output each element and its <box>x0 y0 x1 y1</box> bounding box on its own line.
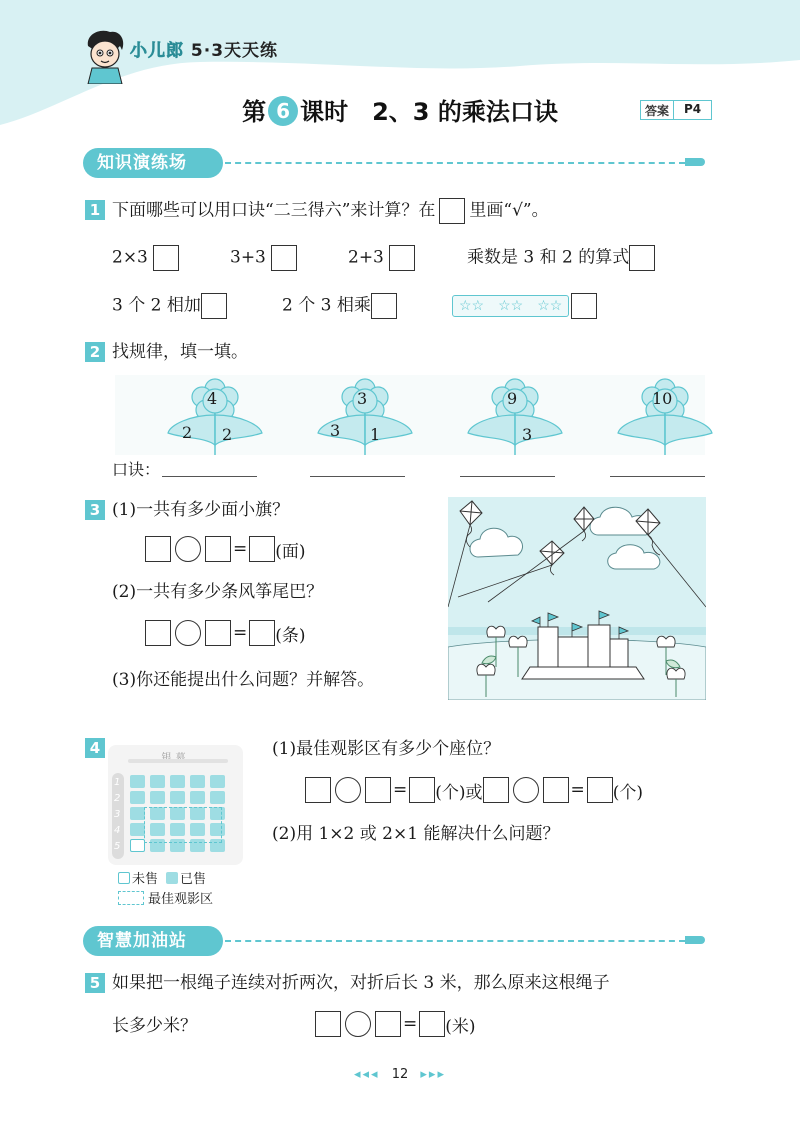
unit-label: (面) <box>275 541 306 562</box>
stars-groups-icon: ☆☆ ☆☆ ☆☆ <box>452 295 569 317</box>
section-divider <box>225 940 685 942</box>
answer-box[interactable] <box>483 777 509 803</box>
seat <box>190 791 205 804</box>
flower-top-number: 3 <box>357 389 368 408</box>
q3-part1: (1)一共有多少面小旗？ <box>112 500 290 520</box>
answer-box[interactable] <box>249 536 275 562</box>
rhyme-label: 口诀： <box>112 460 161 479</box>
q3-part2: (2)一共有多少条风筝尾巴？ <box>112 582 324 602</box>
seat <box>150 775 165 788</box>
q1-item-5: 3 个 2 相加 <box>112 293 227 319</box>
answer-box[interactable] <box>389 245 415 271</box>
or-text: 或 <box>465 782 483 803</box>
flower-right-number: 1 <box>370 425 381 444</box>
best-zone-icon <box>118 891 144 905</box>
unit-label: (米) <box>445 1016 476 1037</box>
seat <box>150 791 165 804</box>
brand-series: 5·3天天练 <box>190 41 279 61</box>
answer-box[interactable] <box>201 293 227 319</box>
answer-label: 答案 <box>641 101 674 119</box>
q1-item-3: 2+3 <box>348 245 415 271</box>
q1-item-4: 乘数是 3 和 2 的算式 <box>467 245 655 271</box>
seat <box>130 839 145 852</box>
sample-checkbox-icon <box>439 198 465 224</box>
answer-box[interactable] <box>205 536 231 562</box>
question-number-4: 4 <box>85 738 105 758</box>
best-viewing-zone <box>144 807 222 843</box>
q1-item-1: 2×3 <box>112 245 179 271</box>
answer-box[interactable] <box>419 1011 445 1037</box>
answer-box[interactable] <box>315 1011 341 1037</box>
flower-icon <box>160 375 270 455</box>
q1-prompt <box>112 198 549 224</box>
answer-box[interactable] <box>271 245 297 271</box>
q3-equation-2 <box>145 620 306 646</box>
flower-right-number: 3 <box>522 425 533 444</box>
answer-box[interactable] <box>587 777 613 803</box>
answer-box[interactable] <box>543 777 569 803</box>
flower-top-number: 10 <box>652 389 673 408</box>
operator-circle[interactable] <box>335 777 361 803</box>
equals-sign: = <box>570 780 585 800</box>
seat <box>210 791 225 804</box>
answer-box[interactable] <box>371 293 397 319</box>
q5-line1: 如果把一根绳子连续对折两次，对折后长 3 米，那么原来这根绳子 <box>112 973 610 993</box>
section-divider <box>225 162 685 164</box>
answer-box[interactable] <box>145 620 171 646</box>
rhyme-blank-2[interactable] <box>310 476 405 477</box>
rhyme-blank-3[interactable] <box>460 476 555 477</box>
q1-prompt-end: 里画“√”。 <box>469 200 549 221</box>
unit-label: (个) <box>612 782 644 803</box>
q1-item-2: 3+3 <box>230 245 297 271</box>
answer-reference[interactable] <box>640 100 712 120</box>
legend-best: 最佳观影区 <box>148 892 214 907</box>
flower-left-number: 3 <box>330 421 341 440</box>
flower-icon <box>460 375 570 455</box>
flower-3 <box>460 375 570 455</box>
page-footer <box>0 1067 800 1082</box>
answer-box[interactable] <box>305 777 331 803</box>
page-number: 12 <box>391 1067 409 1082</box>
answer-box[interactable] <box>629 245 655 271</box>
unsold-seat-icon <box>118 872 130 884</box>
q4-part1: (1)最佳观影区有多少个座位？ <box>272 739 501 759</box>
section-banner-practice: 知识演练场 <box>83 148 223 178</box>
operator-circle[interactable] <box>175 620 201 646</box>
operator-circle[interactable] <box>513 777 539 803</box>
section-banner-boost: 智慧加油站 <box>83 926 223 956</box>
seat <box>130 791 145 804</box>
unit-label: (个) <box>435 782 466 803</box>
flower-icon <box>610 375 720 455</box>
seat <box>210 775 225 788</box>
best-zone-legend <box>118 888 213 907</box>
title-text: 课时 2、3 的乘法口诀 <box>300 98 558 126</box>
flower-1 <box>160 375 270 455</box>
right-arrows-icon: ▸▸▸ <box>420 1067 446 1082</box>
flower-right-number: 2 <box>222 425 233 444</box>
q1-item-stars <box>452 293 597 319</box>
kites-castle-illustration <box>448 497 706 700</box>
answer-box[interactable] <box>249 620 275 646</box>
seat <box>130 807 145 820</box>
equals-sign: = <box>233 539 248 559</box>
cinema-seat-chart <box>108 745 243 865</box>
q4-equation <box>305 777 643 803</box>
rhyme-blank-1[interactable] <box>162 476 257 477</box>
seat-legend <box>118 868 206 887</box>
pencil-icon <box>685 936 705 944</box>
legend-unsold: 未售 <box>132 872 159 887</box>
flower-4 <box>610 375 720 455</box>
q1-item-6: 2 个 3 相乘 <box>282 293 397 319</box>
answer-box[interactable] <box>205 620 231 646</box>
left-arrows-icon: ◂◂◂ <box>354 1067 380 1082</box>
legend-sold: 已售 <box>180 872 207 887</box>
q2-prompt: 找规律，填一填。 <box>112 342 248 362</box>
seat <box>170 775 185 788</box>
title-prefix: 第 <box>242 98 267 126</box>
equals-sign: = <box>393 780 408 800</box>
flower-top-number: 9 <box>507 389 518 408</box>
rhyme-blank-4[interactable] <box>610 476 705 477</box>
question-number-3: 3 <box>85 500 105 520</box>
answer-box[interactable] <box>145 536 171 562</box>
seat <box>170 791 185 804</box>
q5-line2: 长多少米？ <box>112 1016 197 1036</box>
sold-seat-icon <box>166 872 178 884</box>
pencil-icon <box>685 158 705 166</box>
answer-box[interactable] <box>571 293 597 319</box>
answer-box[interactable] <box>153 245 179 271</box>
q5-equation <box>315 1011 476 1037</box>
flower-icon <box>310 375 420 455</box>
question-number-5: 5 <box>85 973 105 993</box>
brand-name: 小儿郎 <box>130 41 184 61</box>
q1-prompt-text: 下面哪些可以用口诀“二三得六”来计算？在 <box>112 200 436 221</box>
q4-part2: (2)用 1×2 或 2×1 能解决什么问题？ <box>272 824 560 844</box>
answer-box[interactable] <box>365 777 391 803</box>
question-number-2: 2 <box>85 342 105 362</box>
question-number-1: 1 <box>85 200 105 220</box>
answer-box[interactable] <box>409 777 435 803</box>
operator-circle[interactable] <box>175 536 201 562</box>
seat <box>190 775 205 788</box>
equals-sign: = <box>233 623 248 643</box>
seat <box>130 823 145 836</box>
row-numbers: 1 2 3 4 5 <box>114 777 121 852</box>
unit-label: (条) <box>275 625 306 646</box>
seat <box>130 775 145 788</box>
lesson-number-badge: 6 <box>268 96 298 126</box>
flower-2 <box>310 375 420 455</box>
flower-top-number: 4 <box>207 389 218 408</box>
answer-box[interactable] <box>375 1011 401 1037</box>
operator-circle[interactable] <box>345 1011 371 1037</box>
answer-page: P4 <box>684 102 702 116</box>
screen-bar <box>128 759 228 763</box>
brand-logo <box>130 36 278 61</box>
equals-sign: = <box>403 1014 418 1034</box>
mascot-boy-icon <box>80 28 130 84</box>
q3-part3: (3)你还能提出什么问题？并解答。 <box>112 670 375 690</box>
flower-left-number: 2 <box>182 423 193 442</box>
q3-equation-1 <box>145 536 306 562</box>
